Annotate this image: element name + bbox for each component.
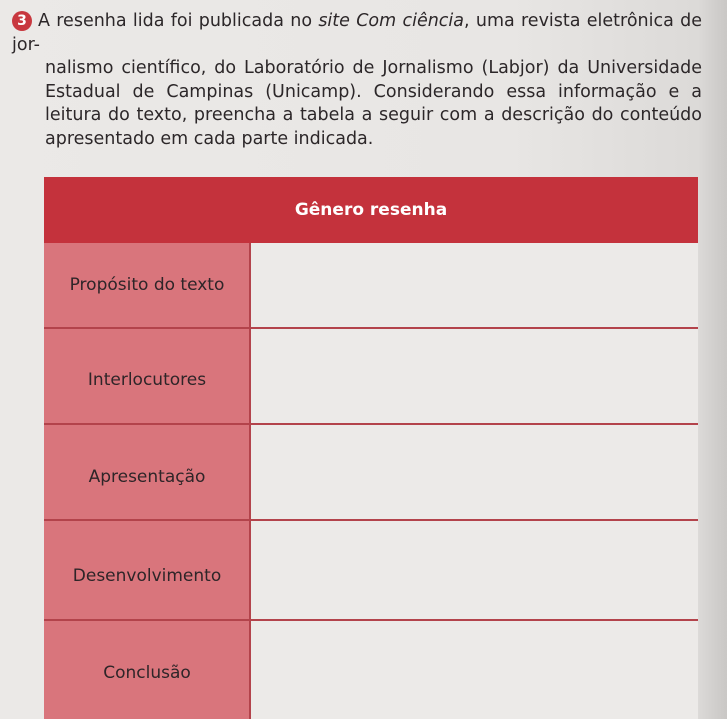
question-text-rest: nalismo científico, do Laboratório de Jornalismo (Labjor) da Universidade Estadual de Campinas (Unicamp). Considerando essa informação e a leitura do texto, preencha a tabela a seguir com a descrição do conteúdo apresentado em cada parte indicada. — [45, 58, 702, 149]
question-line1-a: A resenha lida foi publicada no — [38, 11, 319, 31]
row-label-apresentacao: Apresentação — [88, 467, 206, 487]
row-label-desenvolvimento: Desenvolvimento — [72, 566, 222, 586]
row-label-conclusao: Conclusão — [103, 663, 191, 683]
table-header: Gênero resenha — [44, 177, 698, 243]
question-magazine-name: Com ciência — [356, 11, 465, 31]
question-site-word: site — [318, 11, 350, 31]
row-label-proposito: Propósito do texto — [69, 275, 225, 295]
question-3 — [12, 10, 702, 151]
row-divider — [44, 519, 698, 521]
row-divider — [44, 423, 698, 425]
question-text — [12, 10, 702, 151]
question-number-badge: 3 — [12, 11, 32, 31]
answer-column — [250, 243, 698, 719]
row-label-interlocutores: Interlocutores — [87, 370, 207, 390]
genre-table — [44, 177, 698, 719]
row-divider — [44, 327, 698, 329]
question-line1-c: , uma revista eletrônica de jor- — [12, 11, 702, 55]
row-divider — [44, 619, 698, 621]
